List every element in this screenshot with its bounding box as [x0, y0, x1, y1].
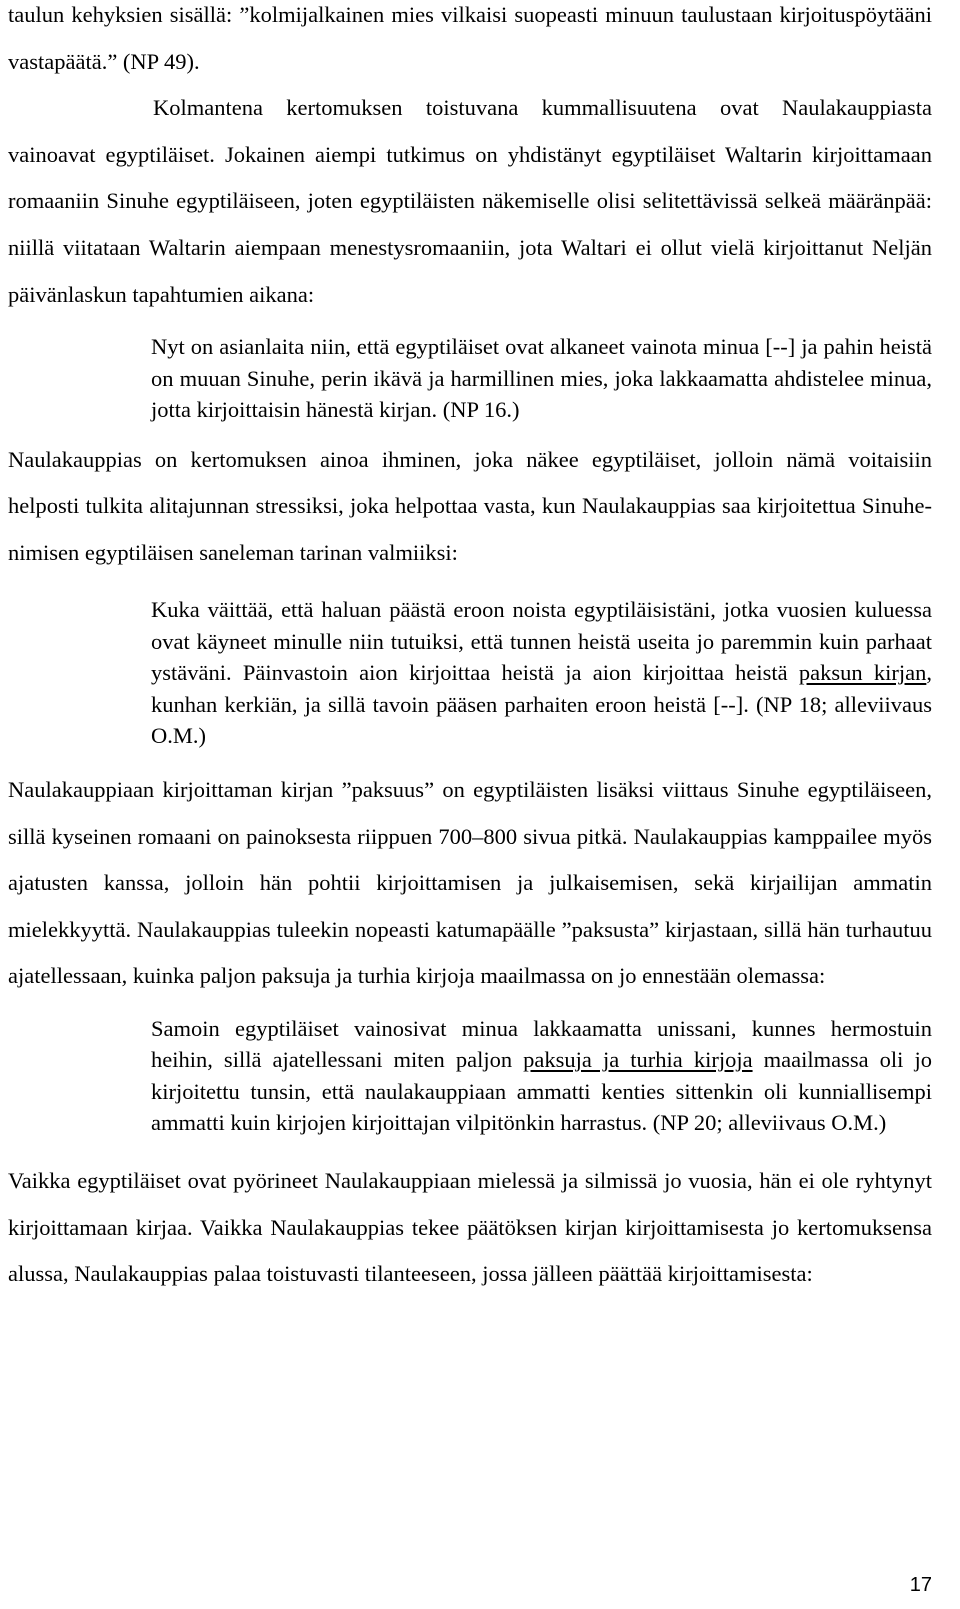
quote-text: maailmassa oli jo kirjoitettu tunsin, että naulakauppiaan ammatti kenties sittenkin oli kunniallisempi ammatti kuin kirjojen kirjoittajan vilpitönkin harrastus. (NP 20; alleviivaus O.M.)	[151, 1047, 932, 1136]
quote-text: , kunhan kerkiän, ja sillä tavoin pääsen parhaiten eroon heistä [--]. (NP 18; alleviivaus O.M.)	[151, 660, 932, 749]
paragraph-subconscious-stress: Naulakauppias on kertomuksen ainoa ihminen, joka näkee egyptiläiset, jolloin nämä voitaisiin helposti tulkita alitajunnan stressiksi, joka helpottaa vasta, kun Naulakauppias saa kirjoitettua Sinuhe-nimisen egyptiläisen saneleman tarinan valmiiksi:	[8, 446, 932, 565]
block-quote-np18	[151, 594, 932, 752]
quote-text: Kuka väittää, että haluan päästä eroon noista egyptiläisistäni, jotka vuosien kuluessa ovat käyneet minulle niin tutuiksi, että tunnen heistä useita jo paremmin kuin parhaat ystäväni. Päinvastoin aion kirjoittaa heistä ja aion kirjoittaa heistä	[151, 597, 932, 686]
block-quote-np20	[151, 1013, 932, 1139]
document-page	[8, 0, 932, 1298]
paragraph-continuation: taulun kehyksien sisällä: ”kolmijalkainen mies vilkaisi suopeasti minuun taulustaan kirjoituspöytääni vastapäätä.” (NP 49).	[8, 2, 932, 74]
paragraph-decision-to-write: Vaikka egyptiläiset ovat pyörineet Naulakauppiaan mielessä ja silmissä jo vuosia, hän ei ole ryhtynyt kirjoittamaan kirjaa. Vaikka Naulakauppias tekee päätöksen kirjan kirjoittamisesta jo kertomuksensa alussa, Naulakauppias palaa toistuvasti tilanteeseen, jossa jälleen päättää kirjoittamisesta:	[8, 1167, 932, 1287]
underlined-phrase: paksuja ja turhia kirjoja	[523, 1047, 753, 1073]
paragraph-egyptians-intro: Kolmantena kertomuksen toistuvana kummallisuutena ovat Naulakauppiasta vainoavat egyptiläiset. Jokainen aiempi tutkimus on yhdistänyt egyptiläiset Waltarin kirjoittamaan romaaniin Sinuhe egyptiläiseen, joten egyptiläisten näkemiselle olisi selitettävissä selkeä määränpää: niillä viitataan Waltarin aiempaan menestysromaaniin, jota Waltari ei ollut vielä kirjoittanut Neljän päivänlaskun tapahtumien aikana:	[8, 95, 932, 307]
page-number: 17	[909, 1574, 932, 1596]
block-quote-np16: Nyt on asianlaita niin, että egyptiläiset ovat alkaneet vainota minua [--] ja pahin heistä on muuan Sinuhe, perin ikävä ja harmillinen mies, joka lakkaamatta ahdistelee minua, jotta kirjoittaisin hänestä kirjan. (NP 16.)	[151, 334, 932, 423]
paragraph-book-thickness: Naulakauppiaan kirjoittaman kirjan ”paksuus” on egyptiläisten lisäksi viittaus Sinuhe egyptiläiseen, sillä kyseinen romaani on painoksesta riippuen 700–800 sivua pitkä. Naulakauppias kamppailee myös ajatusten kanssa, jolloin hän pohtii kirjoittamisen ja julkaisemisen, sekä kirjailijan ammatin mielekkyyttä. Naulakauppias tuleekin nopeasti katumapäälle ”paksusta” kirjastaan, sillä hän turhautuu ajatellessaan, kuinka paljon paksuja ja turhia kirjoja maailmassa on jo ennestään olemassa:	[8, 776, 932, 989]
underlined-phrase: paksun kirjan	[798, 660, 927, 686]
quote-text: Samoin egyptiläiset vainosivat minua lakkaamatta unissani, kunnes hermostuin heihin, sillä ajatellessani miten paljon	[151, 1015, 932, 1073]
